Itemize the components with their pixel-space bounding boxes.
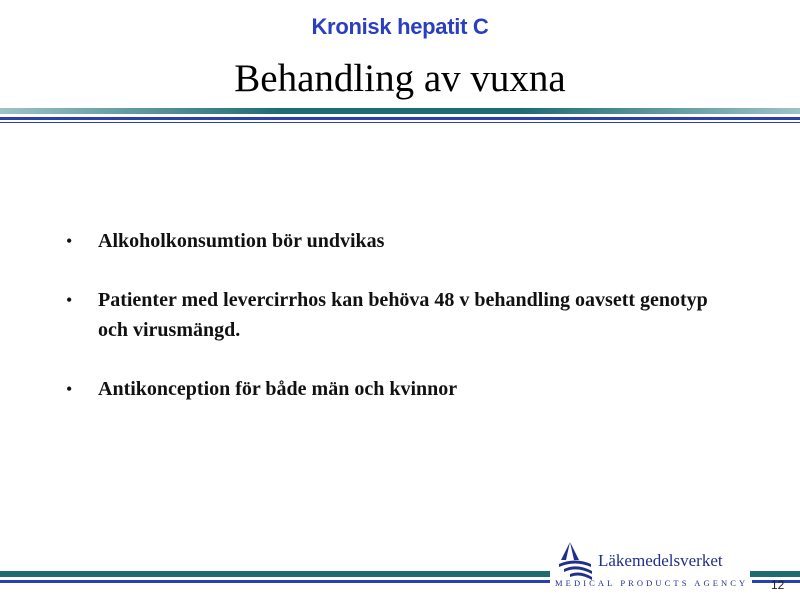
slide-subtitle: Kronisk hepatit C [311,14,489,39]
agency-logo-icon [556,540,594,580]
header-rule-teal [0,108,800,114]
footer-rule-blue [0,580,550,583]
agency-tagline: MEDICAL PRODUCTS AGENCY [555,578,749,588]
slide-title: Behandling av vuxna [234,57,566,100]
page-number: 12 [771,578,785,592]
agency-name: Läkemedelsverket [598,551,723,570]
bullet-item: • Patienter med levercirrhos kan behöva 48 v behandling oavsett genotyp och virusmängd. [64,285,724,345]
header-rule-blue [0,117,800,120]
header-rule-thin [0,122,800,123]
bullet-list [64,226,724,433]
bullet-item: • Alkoholkonsumtion bör undvikas [64,226,724,256]
bullet-item: • Antikonception för både män och kvinnor [64,374,724,404]
